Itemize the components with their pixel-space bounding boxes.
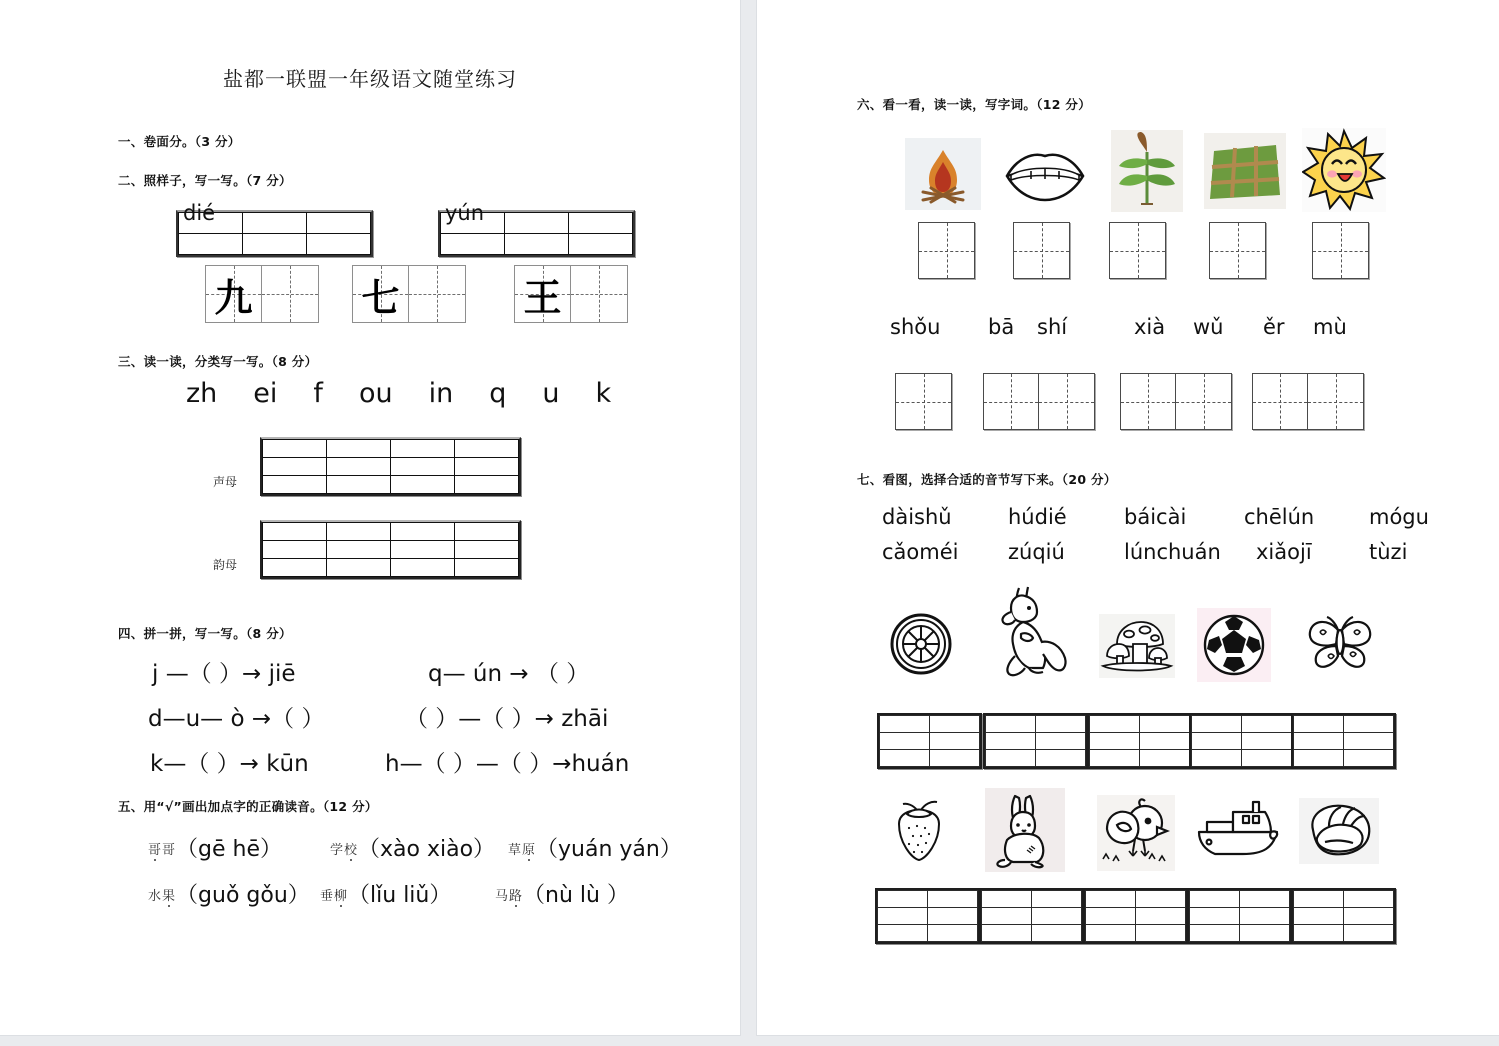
word-bank-row-2 <box>882 540 1407 564</box>
dotted-char-guo: 果 <box>162 888 177 903</box>
spelling-row-3-left[interactable]: k—（ ）→ kūn <box>150 751 309 777</box>
character-grid-qi[interactable] <box>352 265 466 327</box>
ship-picture <box>1193 798 1283 860</box>
soccer-ball-picture <box>1197 608 1271 682</box>
letters-list <box>186 378 647 409</box>
pinyin-box-die[interactable] <box>176 201 373 262</box>
word-baicai: báicài <box>1124 505 1187 529</box>
tone-choice-shuiguo[interactable]: 水果（guǒ gǒu） <box>148 883 310 908</box>
sun-picture <box>1302 128 1386 212</box>
character-grid-wang[interactable] <box>514 265 628 327</box>
chick-picture <box>1097 795 1175 871</box>
word-daishu: dàishǔ <box>882 505 952 529</box>
butterfly-picture <box>1302 612 1378 676</box>
section-4-heading: 四、拼一拼，写一写。（8 分） <box>118 626 292 641</box>
shengmu-answer-table[interactable] <box>260 437 521 501</box>
spelling-row-1-right[interactable]: q— ún → （ ） <box>428 661 590 687</box>
dotted-char-xiao: 校 <box>344 842 359 857</box>
syllable-mu: mù <box>1313 315 1347 339</box>
answer-box-r2-1[interactable] <box>875 888 980 949</box>
letter-f: f <box>313 378 323 409</box>
word-bank-row-1 <box>882 505 1429 529</box>
mouth-picture <box>997 138 1093 210</box>
word-chelun: chēlún <box>1244 505 1315 529</box>
section-2-heading: 二、照样子，写一写。（7 分） <box>118 173 292 188</box>
answer-box-r1-1[interactable] <box>877 713 982 774</box>
section-3-heading: 三、读一读，分类写一写。（8 分） <box>118 354 318 369</box>
section-6-heading: 六、看一看，读一读，写字词。（12 分） <box>857 97 1091 112</box>
section-7-heading: 七、看图，选择合适的音节写下来。（20 分） <box>857 472 1117 487</box>
word-hudie: húdié <box>1008 505 1067 529</box>
answer-box-r1-2[interactable] <box>983 713 1088 774</box>
tone-choice-caoyuan[interactable]: 草原（yuán yán） <box>508 837 682 862</box>
word-mogu: mógu <box>1369 505 1429 529</box>
answer-box-r1-5[interactable] <box>1291 713 1396 774</box>
letter-u: u <box>542 378 560 409</box>
answer-box-r2-3[interactable] <box>1083 888 1188 949</box>
pinyin-box-yun[interactable] <box>438 201 635 262</box>
write-grid-row2-3[interactable] <box>1120 373 1232 434</box>
letter-zh: zh <box>186 378 218 409</box>
character-jiu: 九 <box>214 274 253 320</box>
strawberry-picture <box>887 798 951 868</box>
spelling-row-2-right[interactable]: （ ）—（ ）→ zhāi <box>405 706 609 732</box>
dotted-char-yuan: 原 <box>522 842 537 857</box>
character-wang: 王 <box>523 274 562 320</box>
syllable-shou: shǒu <box>890 315 941 339</box>
dotted-char-liu: 柳 <box>334 888 349 903</box>
dotted-char-ge: 哥 <box>148 842 163 857</box>
wheel-picture <box>889 612 953 676</box>
write-grid-row1-1[interactable] <box>918 222 975 283</box>
rice-field-picture <box>1204 133 1286 209</box>
answer-box-r1-3[interactable] <box>1087 713 1192 774</box>
fire-picture <box>905 138 981 210</box>
answer-box-r2-2[interactable] <box>979 888 1084 949</box>
tone-choice-malu[interactable]: 马路（nù lù ） <box>495 883 629 908</box>
tone-options-chuiliu: （lǐu liǔ） <box>348 883 452 908</box>
word-lunchuan: lúnchuán <box>1124 540 1221 564</box>
syllable-er: ěr <box>1263 315 1285 339</box>
write-grid-row2-2[interactable] <box>983 373 1095 434</box>
mushroom-picture <box>1099 614 1175 678</box>
character-grid-jiu[interactable] <box>205 265 319 327</box>
word-caomei: cǎoméi <box>882 540 959 564</box>
tone-options-xuexiao: （xào xiào） <box>358 837 496 862</box>
spelling-row-2-left[interactable]: d—u— ò →（ ） <box>148 706 325 732</box>
syllable-xia: xià <box>1134 315 1166 339</box>
write-grid-row2-4[interactable] <box>1252 373 1364 434</box>
syllable-ba: bā <box>988 315 1015 339</box>
rabbit-picture <box>985 788 1065 872</box>
tone-choice-xuexiao[interactable]: 学校（xào xiào） <box>330 837 496 862</box>
right-page <box>757 0 1499 1035</box>
spelling-row-1-left[interactable]: j —（ ）→ jiē <box>152 661 296 687</box>
word-zuqiu: zúqiú <box>1008 540 1065 564</box>
pinyin-syllable-yun: yún <box>445 201 485 225</box>
label-shengmu: 声母 <box>213 475 238 489</box>
tone-options-caoyuan: （yuán yán） <box>536 837 682 862</box>
section-1-heading: 一、卷面分。（3 分） <box>118 134 241 149</box>
pinyin-syllable-die: dié <box>183 201 216 225</box>
label-yunmu: 韵母 <box>213 558 238 572</box>
letter-q: q <box>489 378 507 409</box>
tone-options-malu: （nù lù ） <box>523 883 629 908</box>
syllable-shi: shí <box>1037 315 1068 339</box>
kangaroo-picture <box>985 582 1075 682</box>
write-grid-row2-1[interactable] <box>895 373 952 434</box>
corn-plant-picture <box>1111 130 1183 212</box>
write-grid-row1-3[interactable] <box>1109 222 1166 283</box>
section-5-heading: 五、用“√”画出加点字的正确读音。（12 分） <box>118 799 378 814</box>
character-qi: 七 <box>361 274 400 320</box>
tone-options-gege: （gē hē） <box>176 837 283 862</box>
tone-choice-gege[interactable]: 哥哥（gē hē） <box>148 837 283 862</box>
left-page <box>0 0 740 1035</box>
letter-ei: ei <box>253 378 278 409</box>
spelling-row-3-right[interactable]: h—（ ）—（ ）→huán <box>385 751 630 777</box>
page-title: 盐都一联盟一年级语文随堂练习 <box>223 69 517 91</box>
letter-k: k <box>595 378 612 409</box>
answer-box-r1-4[interactable] <box>1189 713 1294 774</box>
word-xiaoji: xiǎojī <box>1256 540 1312 564</box>
letter-in: in <box>428 378 454 409</box>
write-grid-row1-4[interactable] <box>1209 222 1266 283</box>
letter-ou: ou <box>358 378 393 409</box>
word-tuzi: tùzi <box>1369 540 1408 564</box>
syllable-wu: wǔ <box>1193 315 1224 339</box>
tone-choice-chuiliu[interactable]: 垂柳（lǐu liǔ） <box>320 883 452 908</box>
tone-options-shuiguo: （guǒ gǒu） <box>176 883 310 908</box>
write-grid-row1-5[interactable] <box>1312 222 1369 283</box>
yunmu-answer-table[interactable] <box>260 520 521 584</box>
page-gutter <box>740 0 757 1046</box>
dotted-char-lu: 路 <box>509 888 524 903</box>
answer-box-r2-4[interactable] <box>1187 888 1292 949</box>
write-grid-row1-2[interactable] <box>1013 222 1070 283</box>
answer-box-r2-5[interactable] <box>1291 888 1396 949</box>
cabbage-picture <box>1299 798 1379 864</box>
